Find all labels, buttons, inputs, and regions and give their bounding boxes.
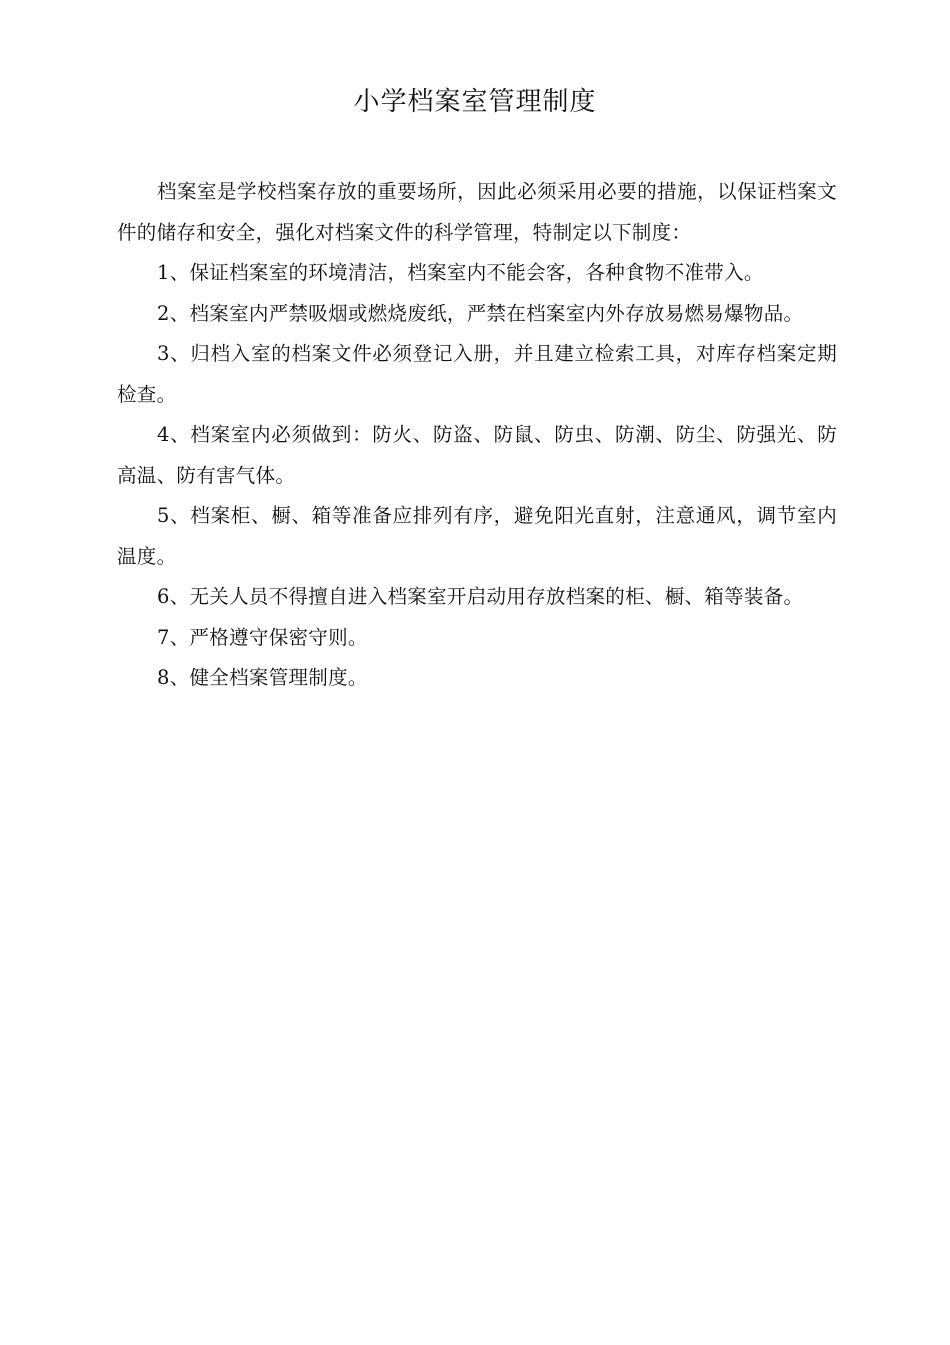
rule-item-2: 2、档案室内严禁吸烟或燃烧废纸，严禁在档案室内外存放易燃易爆物品。 (157, 301, 804, 325)
document-body (117, 172, 837, 699)
rule-item-5: 5、档案柜、橱、箱等准备应排列有序，避免阳光直射，注意通风，调节室内温度。 (117, 504, 837, 568)
document-title: 小学档案室管理制度 (353, 87, 597, 117)
rule-item-3: 3、归档入室的档案文件必须登记入册，并且建立检索工具，对库存档案定期检查。 (117, 342, 837, 406)
intro-paragraph: 档案室是学校档案存放的重要场所，因此必须采用必要的措施，以保证档案文件的储存和安全，强化对档案文件的科学管理，特制定以下制度： (117, 180, 837, 244)
rule-item-1: 1、保证档案室的环境清洁，档案室内不能会客，各种食物不准带入。 (157, 261, 764, 284)
rule-item-8: 8、健全档案管理制度。 (157, 666, 368, 689)
rule-item-6: 6、无关人员不得擅自进入档案室开启动用存放档案的柜、橱、箱等装备。 (157, 585, 804, 608)
rule-item-7: 7、严格遵守保密守则。 (157, 625, 368, 649)
rule-item-4: 4、档案室内必须做到：防火、防盗、防鼠、防虫、防潮、防尘、防强光、防高温、防有害气体。 (117, 423, 837, 487)
